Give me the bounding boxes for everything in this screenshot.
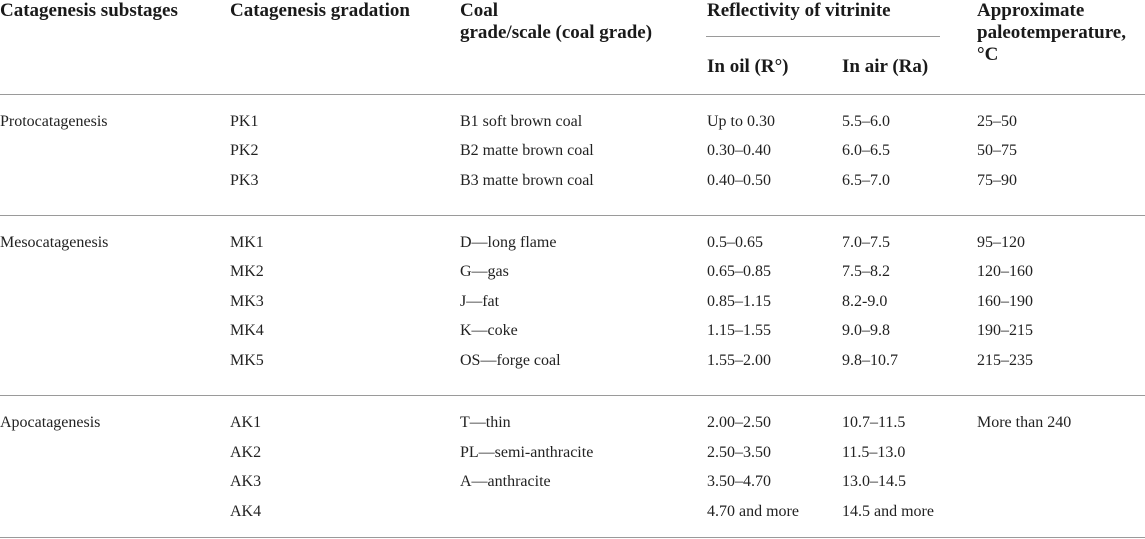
table-cell: B2 matte brown coal <box>460 142 594 159</box>
table-cell: MK5 <box>230 352 264 369</box>
table-cell: PK1 <box>230 113 259 130</box>
substage-label: Mesocatagenesis <box>0 234 109 251</box>
header-in-oil: In oil (R°) <box>707 56 789 77</box>
table-cell: 190–215 <box>977 322 1033 339</box>
table-cell: 120–160 <box>977 263 1033 280</box>
table-cell: 2.50–3.50 <box>707 444 771 461</box>
table-cell: AK3 <box>230 473 262 490</box>
table-cell: G—gas <box>460 263 509 280</box>
table-cell: 13.0–14.5 <box>842 473 906 490</box>
table-cell: 95–120 <box>977 234 1025 251</box>
table-cell: 11.5–13.0 <box>842 444 906 461</box>
table-cell: 160–190 <box>977 293 1033 310</box>
header-substages: Catagenesis substages <box>0 0 178 21</box>
header-subrule <box>706 36 940 37</box>
table-cell: 6.5–7.0 <box>842 172 890 189</box>
group-divider <box>0 215 1145 216</box>
table-cell: J—fat <box>460 293 500 310</box>
table-cell: 9.0–9.8 <box>842 322 890 339</box>
table-cell: 0.65–0.85 <box>707 263 771 280</box>
header-temp-line1: Approximate <box>977 0 1085 21</box>
table-cell: MK4 <box>230 322 264 339</box>
table-cell: 215–235 <box>977 352 1033 369</box>
table-cell: PK3 <box>230 172 259 189</box>
table-cell: 0.30–0.40 <box>707 142 771 159</box>
table-cell: 0.85–1.15 <box>707 293 771 310</box>
table-cell: T—thin <box>460 414 511 431</box>
table-cell: 1.15–1.55 <box>707 322 771 339</box>
table-cell: 6.0–6.5 <box>842 142 890 159</box>
header-coal-line2: grade/scale (coal grade) <box>460 22 653 43</box>
table-cell: 10.7–11.5 <box>842 414 906 431</box>
table-cell: 75–90 <box>977 172 1017 189</box>
table-cell: 7.5–8.2 <box>842 263 890 280</box>
table-cell: MK2 <box>230 263 264 280</box>
header-divider <box>0 94 1145 95</box>
table-cell: B3 matte brown coal <box>460 172 594 189</box>
table-cell: B1 soft brown coal <box>460 113 583 130</box>
table-cell: 1.55–2.00 <box>707 352 771 369</box>
table-cell: 14.5 and more <box>842 503 934 520</box>
table-bottom-rule <box>0 537 1145 538</box>
table-cell: OS—forge coal <box>460 352 561 369</box>
header-temp-line2: paleotemperature, <box>977 22 1126 43</box>
table-cell: PL—semi-anthracite <box>460 444 594 461</box>
group-divider <box>0 395 1145 396</box>
table-cell: 8.2-9.0 <box>842 293 888 310</box>
substage-label: Protocatagenesis <box>0 113 108 130</box>
table-cell: 4.70 and more <box>707 503 799 520</box>
table-cell: 0.5–0.65 <box>707 234 763 251</box>
table-cell: 5.5–6.0 <box>842 113 890 130</box>
table-cell: 9.8–10.7 <box>842 352 898 369</box>
table-cell: AK2 <box>230 444 262 461</box>
table-cell: K—coke <box>460 322 518 339</box>
header-in-air: In air (Ra) <box>842 56 929 77</box>
table-cell: PK2 <box>230 142 259 159</box>
header-temp-line3: °C <box>977 44 999 65</box>
table-cell: AK4 <box>230 503 262 520</box>
table-cell: 50–75 <box>977 142 1017 159</box>
table-cell: D—long flame <box>460 234 557 251</box>
substage-label: Apocatagenesis <box>0 414 101 431</box>
table-cell: MK3 <box>230 293 264 310</box>
table-cell: 2.00–2.50 <box>707 414 771 431</box>
table-cell: A—anthracite <box>460 473 551 490</box>
table-cell: AK1 <box>230 414 262 431</box>
header-coal-line1: Coal <box>460 0 498 21</box>
table-cell: 25–50 <box>977 113 1017 130</box>
table-cell: More than 240 <box>977 414 1072 431</box>
table-cell: 7.0–7.5 <box>842 234 890 251</box>
table-cell: 0.40–0.50 <box>707 172 771 189</box>
table-cell: 3.50–4.70 <box>707 473 771 490</box>
header-gradation: Catagenesis gradation <box>230 0 410 21</box>
table-cell: MK1 <box>230 234 264 251</box>
table-cell: Up to 0.30 <box>707 113 775 130</box>
header-reflectivity: Reflectivity of vitrinite <box>707 0 891 21</box>
